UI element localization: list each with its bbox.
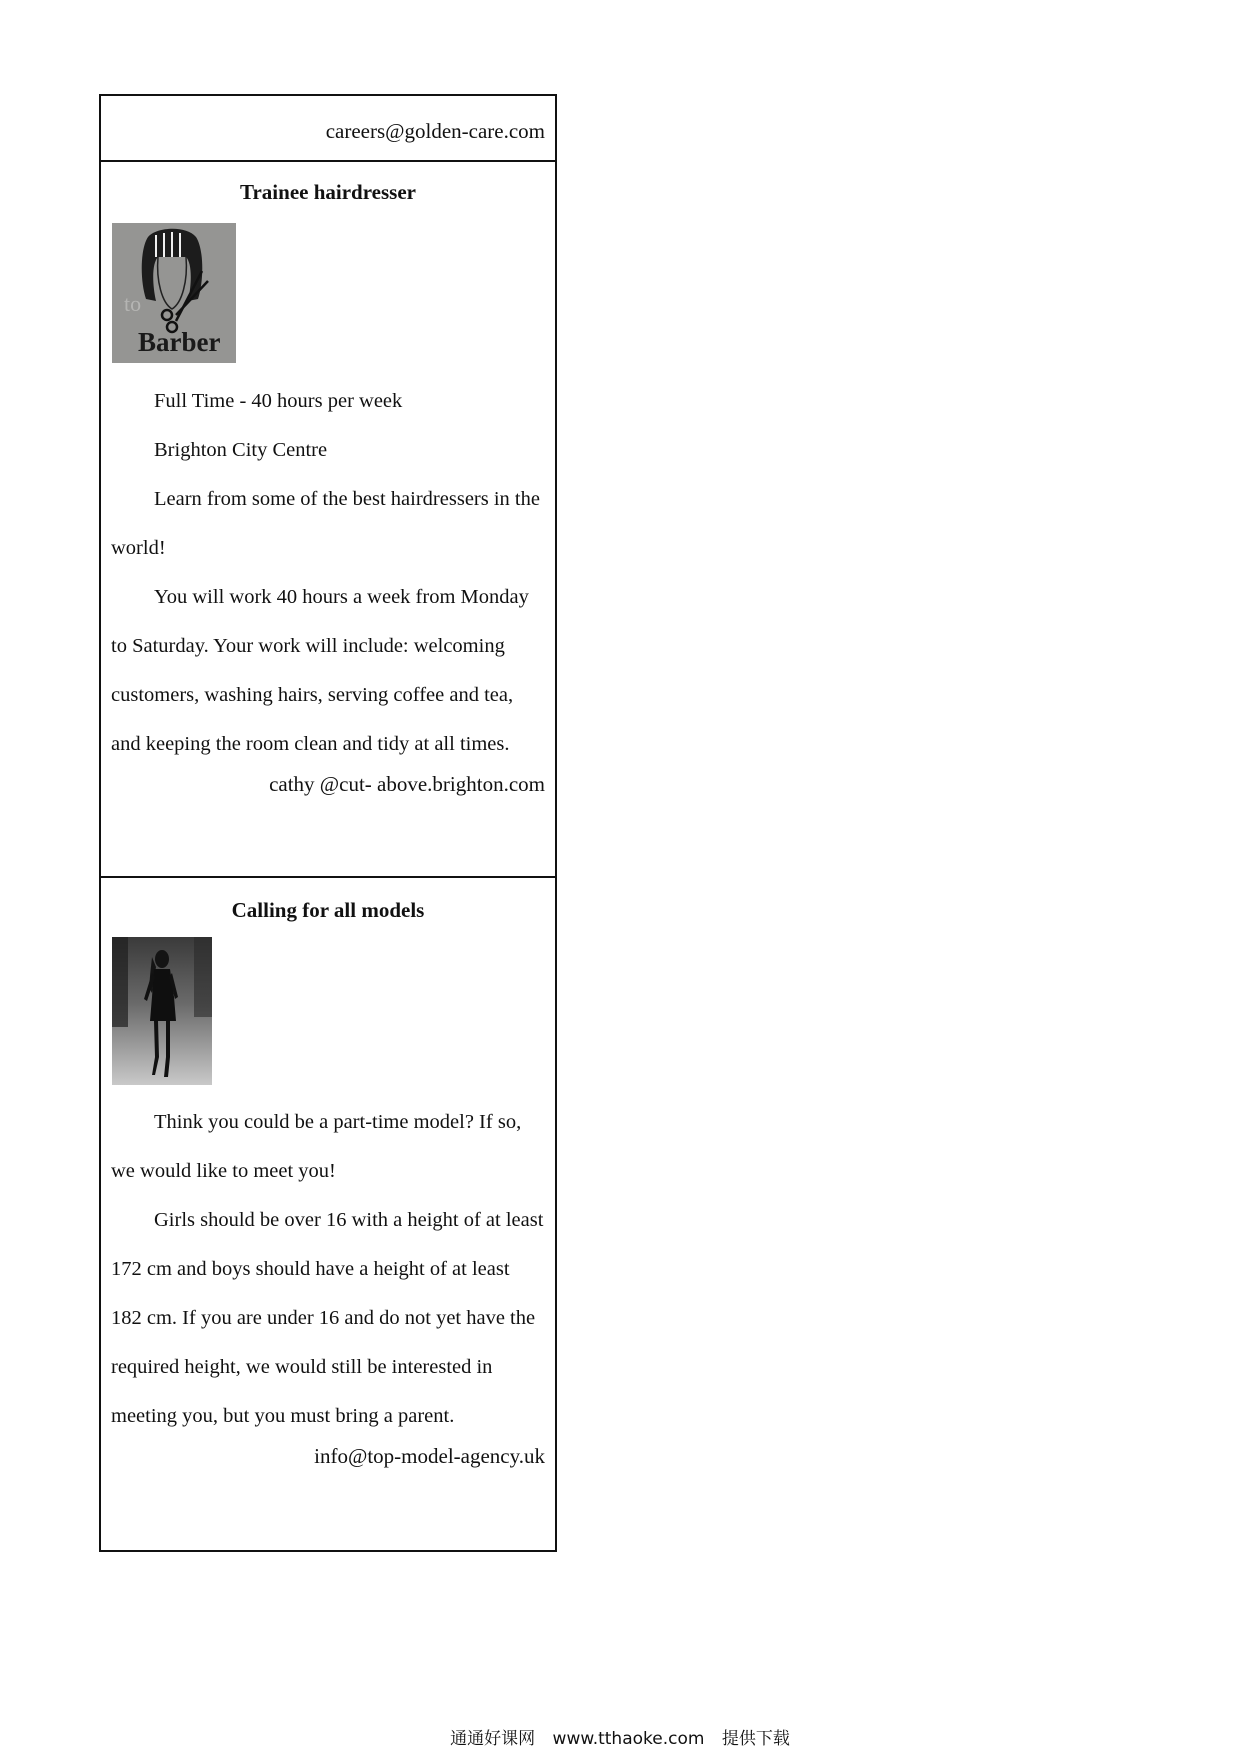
barber-logo-icon bbox=[112, 223, 236, 363]
ad-title: Calling for all models bbox=[231, 898, 425, 922]
ads-table bbox=[99, 94, 557, 1552]
svg-text:Barber: Barber bbox=[138, 327, 221, 357]
footer-site-name: 通通好课网 bbox=[450, 1729, 536, 1749]
footer-suffix: 提供下载 bbox=[721, 1729, 790, 1749]
ad-paragraph: Girls should be over 16 with a height of at least 172 cm and boys should have a height of at least 182 cm. If you are under 16 and do not yet have the required height, we would still be interested in meeting you, but you must bring a parent. bbox=[111, 1209, 544, 1427]
previous-ad-email-row bbox=[101, 96, 555, 162]
footer-url[interactable]: www.tthaoke.com bbox=[552, 1729, 705, 1749]
ad-paragraph: You will work 40 hours a week from Monday to Saturday. Your work will include: welcoming customers, washing hairs, serving coffee and tea, and keeping the room clean and tidy at all times. bbox=[111, 586, 529, 755]
ad-title: Trainee hairdresser bbox=[240, 180, 416, 204]
ad-paragraph: Learn from some of the best hairdressers in the world! bbox=[111, 488, 540, 559]
ad-body bbox=[111, 1098, 545, 1441]
page-footer bbox=[0, 1728, 1240, 1750]
ad-body bbox=[111, 377, 545, 769]
ad-paragraph: Brighton City Centre bbox=[154, 439, 328, 461]
ad-contact-email: info@top-model-agency.uk bbox=[314, 1444, 545, 1468]
svg-text:to: to bbox=[124, 291, 142, 316]
ad-paragraph: Full Time - 40 hours per week bbox=[154, 390, 403, 412]
ad-contact-email: cathy @cut- above.brighton.com bbox=[269, 772, 545, 796]
ad-paragraph: Think you could be a part-time model? If so, we would like to meet you! bbox=[111, 1111, 522, 1182]
runway-model-photo-icon bbox=[112, 937, 212, 1085]
ad-trainee-hairdresser bbox=[101, 162, 555, 878]
previous-ad-email: careers@golden-care.com bbox=[325, 119, 545, 143]
ad-calling-models bbox=[101, 878, 555, 1550]
